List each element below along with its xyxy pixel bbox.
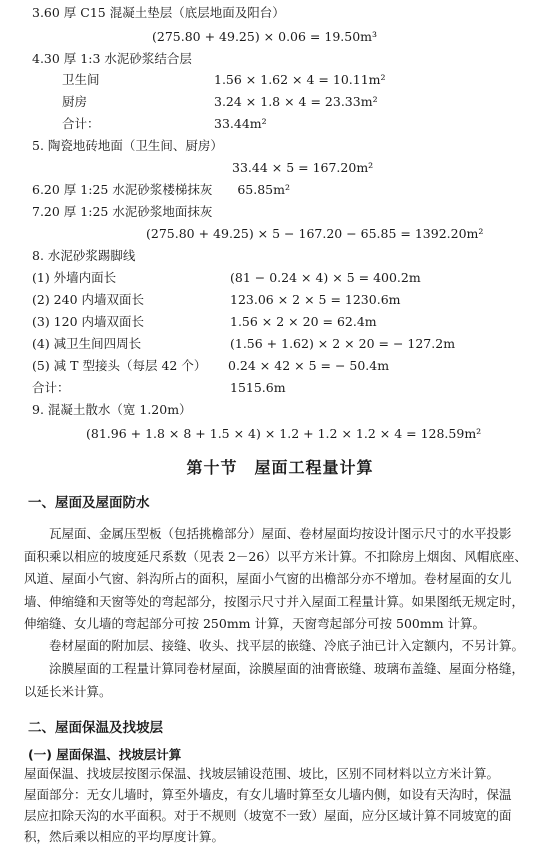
paragraph-line: 屋面保温、找坡层按图示保温、找坡层铺设范围、坡比，区别不同材料以立方米计算。: [24, 766, 500, 781]
calc-formula: 1.56 × 2 × 20 = 62.4m: [230, 314, 377, 329]
paragraph-roof-rules: [24, 523, 536, 636]
calc-label: (2) 240 内墙双面长: [32, 292, 145, 307]
calc-label: (4) 减卫生间四周长: [32, 336, 142, 351]
calc-line: 7.20 厚 1:25 水泥砂浆地面抹灰: [32, 204, 213, 219]
calc-formula: (275.80 + 49.25) × 5 − 167.20 − 65.85 = 1392.20m²: [146, 226, 484, 241]
paragraph-line: 瓦屋面、金属压型板（包括挑檐部分）屋面、卷材屋面均按设计图示尺寸的水平投影: [49, 526, 512, 541]
calc-formula: 1.56 × 1.62 × 4 = 10.11m²: [214, 72, 386, 87]
paragraph-line: 涂膜屋面的工程量计算同卷材屋面，涂膜屋面的油膏嵌缝、玻璃布盖缝、屋面分格缝，: [49, 661, 525, 676]
calc-line: 8. 水泥砂浆踢脚线: [32, 248, 136, 263]
calc-line: 5. 陶瓷地砖地面（卫生间、厨房）: [32, 138, 223, 153]
paragraph-insulation-rules: [24, 763, 536, 847]
calc-label: 合计：: [32, 380, 70, 395]
paragraph-line: 积，然后乘以相应的平均厚度计算。: [24, 829, 225, 844]
paragraph-line: 卷材屋面的附加层、接缝、收头、找平层的嵌缝、冷底子油已计入定额内，不另计算。: [49, 638, 525, 653]
calc-line: 3.60 厚 C15 混凝土垫层（底层地面及阳台）: [32, 5, 285, 20]
calc-formula: (1.56 + 1.62) × 2 × 20 = − 127.2m: [230, 336, 456, 351]
calc-line: 4.30 厚 1:3 水泥砂浆结合层: [32, 51, 192, 66]
paragraph-line: 伸缩缝、女儿墙的弯起部分可按 250mm 计算，天窗弯起部分可按 500mm 计算。: [24, 616, 486, 632]
subheading-insulation-calc: (一) 屋面保温、找坡层计算: [28, 747, 182, 762]
calc-label: 厨房: [62, 94, 88, 109]
calc-formula: (275.80 + 49.25) × 0.06 = 19.50m³: [152, 29, 378, 44]
calc-line: 9. 混凝土散水（宽 1.20m）: [32, 402, 192, 417]
paragraph-line: 墙、伸缩缝和天窗等处的弯起部分，按图示尺寸并入屋面工程量计算。如果图纸无规定时，: [24, 593, 525, 609]
calc-formula: 123.06 × 2 × 5 = 1230.6m: [230, 292, 401, 307]
paragraph-line: 风道、屋面小气窗、斜沟所占的面积，屋面小气窗的出檐部分亦不增加。卷材屋面的女儿: [24, 571, 512, 587]
calc-formula: 1515.6m: [230, 380, 286, 395]
calc-formula: 0.24 × 42 × 5 = − 50.4m: [228, 358, 390, 373]
calc-formula: 33.44 × 5 = 167.20m²: [232, 160, 374, 175]
calc-label: 合计：: [62, 116, 100, 131]
calc-label: (5) 减 T 型接头（每层 42 个）: [32, 358, 207, 373]
calc-label: (1) 外墙内面长: [32, 270, 117, 285]
section-title: 第十节 屋面工程量计算: [186, 458, 374, 477]
paragraph-coating-roof: [24, 658, 536, 703]
calc-formula: (81.96 + 1.8 × 8 + 1.5 × 4) × 1.2 + 1.2 × 1.2 × 4 = 128.59m²: [86, 426, 482, 441]
paragraph-membrane-extras: [24, 635, 536, 658]
paragraph-line: 面积乘以相应的坡度延尺系数（见表 2－26）以平方米计算。不扣除房上烟囱、风帽底座、: [24, 548, 527, 564]
calc-formula: 3.24 × 1.8 × 4 = 23.33m²: [214, 94, 378, 109]
calc-formula: 33.44m²: [214, 116, 267, 131]
heading-insulation: 二、屋面保温及找坡层: [28, 720, 163, 736]
calc-line: 6.20 厚 1:25 水泥砂浆楼梯抹灰 65.85m²: [32, 182, 290, 197]
heading-roof-waterproofing: 一、屋面及屋面防水: [28, 495, 150, 511]
paragraph-line: 以延长米计算。: [24, 683, 112, 699]
calc-label: (3) 120 内墙双面长: [32, 314, 145, 329]
paragraph-line: 层应扣除天沟的水平面积。对于不规则（坡宽不一致）屋面，应分区域计算不同坡宽的面: [24, 808, 512, 823]
paragraph-line: 屋面部分：无女儿墙时，算至外墙皮，有女儿墙时算至女儿墙内侧，如设有天沟时，保温: [24, 787, 512, 802]
calc-label: 卫生间: [62, 72, 100, 87]
calc-formula: (81 − 0.24 × 4) × 5 = 400.2m: [230, 270, 421, 285]
